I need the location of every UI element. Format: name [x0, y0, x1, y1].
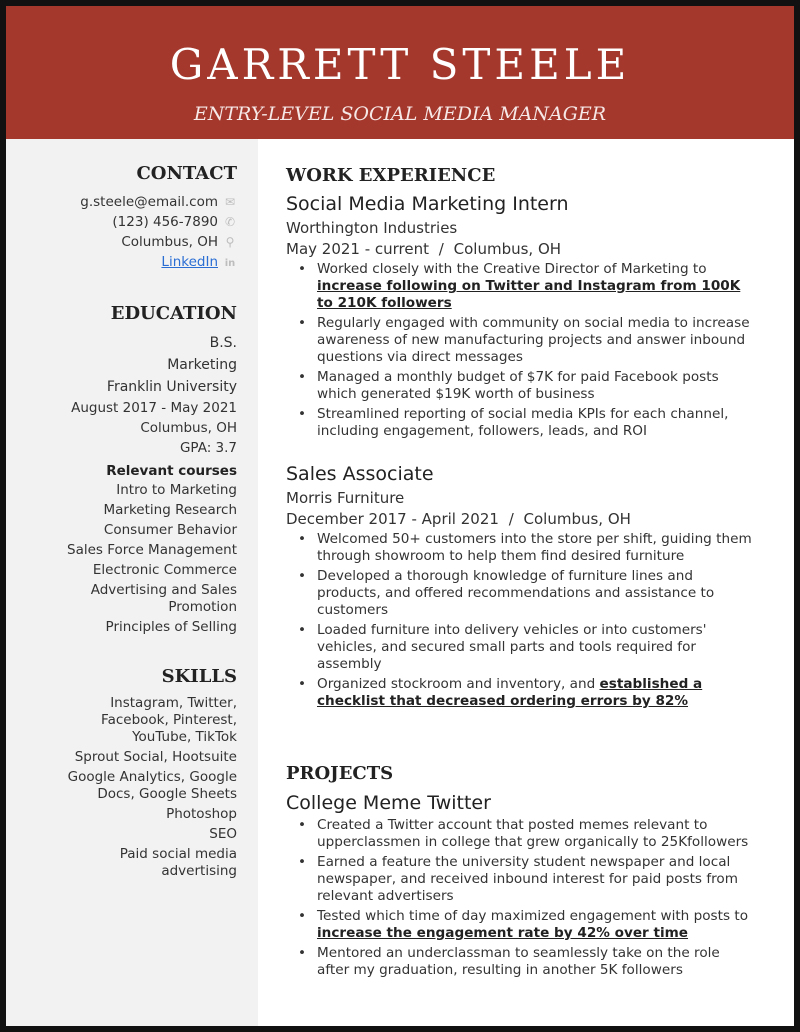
bullet-text: Streamlined reporting of social media KPIs for each channel, including engagement, followers, leads, and ROI [317, 406, 729, 439]
course-item: Electronic Commerce [92, 562, 237, 578]
course-item: Intro to Marketing [116, 482, 237, 498]
bullet-highlight: established a checklist that decreased ordering errors by 82% [317, 676, 703, 709]
education-location: Columbus, OH [140, 420, 237, 436]
bullet-text: Mentored an underclassman to seamlessly take on the role after my graduation, resulting in another 5K followers [317, 945, 720, 978]
resume-header [6, 6, 794, 139]
bullet-text: Managed a monthly budget of $7K for paid Facebook posts which generated $19K worth of business [317, 369, 719, 402]
bullet-text: Worked closely with the Creative Director of Marketing to [317, 261, 707, 277]
map-pin-icon: ⚲ [225, 235, 235, 249]
course-item: Advertising and Sales Promotion [90, 582, 237, 615]
bullet-item [286, 315, 754, 366]
contact-title: CONTACT [136, 163, 237, 184]
project-entry [286, 792, 754, 982]
linkedin-link[interactable]: LinkedIn [161, 254, 218, 270]
experience-heading: WORK EXPERIENCE [286, 165, 496, 186]
bullet-item [286, 261, 754, 312]
job-entry [286, 193, 754, 443]
skill-item: Google Analytics, Google Docs, Google Sheets [67, 769, 237, 802]
bullet-item [286, 945, 754, 979]
job-dates: December 2017 - April 2021 [286, 510, 499, 528]
project-bullets [286, 817, 754, 979]
education-major: Marketing [167, 357, 237, 373]
education-dates: August 2017 - May 2021 [71, 400, 237, 416]
skills-section [16, 666, 237, 883]
bullet-text: Loaded furniture into delivery vehicles or into customers' vehicles, and secured small parts and tools required for assembly [317, 622, 707, 672]
job-title: Sales Associate [286, 463, 434, 485]
bullet-text: Welcomed 50+ customers into the store per shift, guiding them through showroom to help them find desired furniture [317, 531, 752, 564]
skill-item: Sprout Social, Hootsuite [74, 749, 237, 765]
bullet-item [286, 676, 754, 710]
job-dates-line [286, 510, 754, 528]
job-bullets [286, 261, 754, 440]
skill-item: Photoshop [166, 806, 237, 822]
contact-location [16, 232, 237, 252]
bullet-text: Regularly engaged with community on social media to increase awareness of new manufacturing projects and answer inbound questions via direct messages [317, 315, 750, 365]
skill-item: SEO [209, 826, 237, 842]
email-text: g.steele@email.com [80, 194, 218, 210]
location-text: Columbus, OH [121, 234, 218, 250]
candidate-name: GARRETT STEELE [169, 40, 631, 89]
contact-email [16, 192, 237, 212]
bullet-item [286, 531, 754, 565]
job-title: Social Media Marketing Intern [286, 193, 569, 215]
projects-heading: PROJECTS [286, 763, 394, 784]
job-location: Columbus, OH [453, 240, 562, 258]
course-item: Sales Force Management [67, 542, 237, 558]
candidate-role: ENTRY-LEVEL SOCIAL MEDIA MANAGER [193, 103, 607, 125]
education-title: EDUCATION [110, 303, 237, 324]
education-gpa: GPA: 3.7 [179, 440, 237, 456]
job-dates-line [286, 240, 754, 258]
bullet-highlight: increase the engagement rate by 42% over time [317, 925, 689, 941]
sidebar [6, 139, 258, 1026]
bullet-text: Developed a thorough knowledge of furniture lines and products, and offered recommendations and assistance to customers [317, 568, 715, 618]
bullet-item [286, 817, 754, 851]
bullet-item [286, 406, 754, 440]
experience-title [286, 165, 754, 186]
contact-linkedin [16, 252, 237, 274]
skill-item: Instagram, Twitter, Facebook, Pinterest, YouTube, TikTok [101, 695, 237, 745]
courses-title: Relevant courses [106, 463, 237, 479]
education-school: Franklin University [106, 379, 237, 395]
bullet-text: Organized stockroom and inventory, and [317, 676, 600, 692]
course-item: Marketing Research [103, 502, 237, 518]
separator: / [438, 240, 444, 258]
separator: / [508, 510, 514, 528]
project-title: College Meme Twitter [286, 792, 491, 814]
contact-phone [16, 212, 237, 232]
phone-text: (123) 456-7890 [112, 214, 218, 230]
bullet-highlight: increase following on Twitter and Instagram from 100K to 210K followers [317, 278, 741, 311]
contact-section [16, 163, 237, 274]
course-item: Principles of Selling [105, 619, 237, 635]
bullet-item [286, 908, 754, 942]
bullet-text: Created a Twitter account that posted memes relevant to upperclassmen in college that grew organically to 25Kfollowers [317, 817, 749, 850]
job-location: Columbus, OH [523, 510, 631, 528]
envelope-icon: ✉ [224, 195, 236, 209]
job-dates: May 2021 - current [286, 240, 430, 258]
bullet-item [286, 854, 754, 905]
bullet-text: Earned a feature the university student newspaper and local newspaper, and received inbound interest for paid posts from relevant advertisers [317, 854, 738, 904]
bullet-item [286, 622, 754, 673]
bullet-item [286, 369, 754, 403]
education-section [16, 303, 237, 639]
job-company: Worthington Industries [286, 219, 458, 237]
projects-title [286, 763, 754, 784]
skill-item: Paid social media advertising [119, 846, 237, 879]
skills-title: SKILLS [161, 666, 237, 687]
education-degree: B.S. [209, 335, 237, 351]
bullet-item [286, 568, 754, 619]
course-item: Consumer Behavior [103, 522, 237, 538]
job-company: Morris Furniture [286, 489, 405, 507]
linkedin-icon: in [224, 258, 236, 269]
job-entry [286, 463, 754, 713]
job-bullets [286, 531, 754, 710]
phone-icon: ✆ [224, 215, 236, 229]
bullet-text: Tested which time of day maximized engagement with posts to [317, 908, 749, 924]
